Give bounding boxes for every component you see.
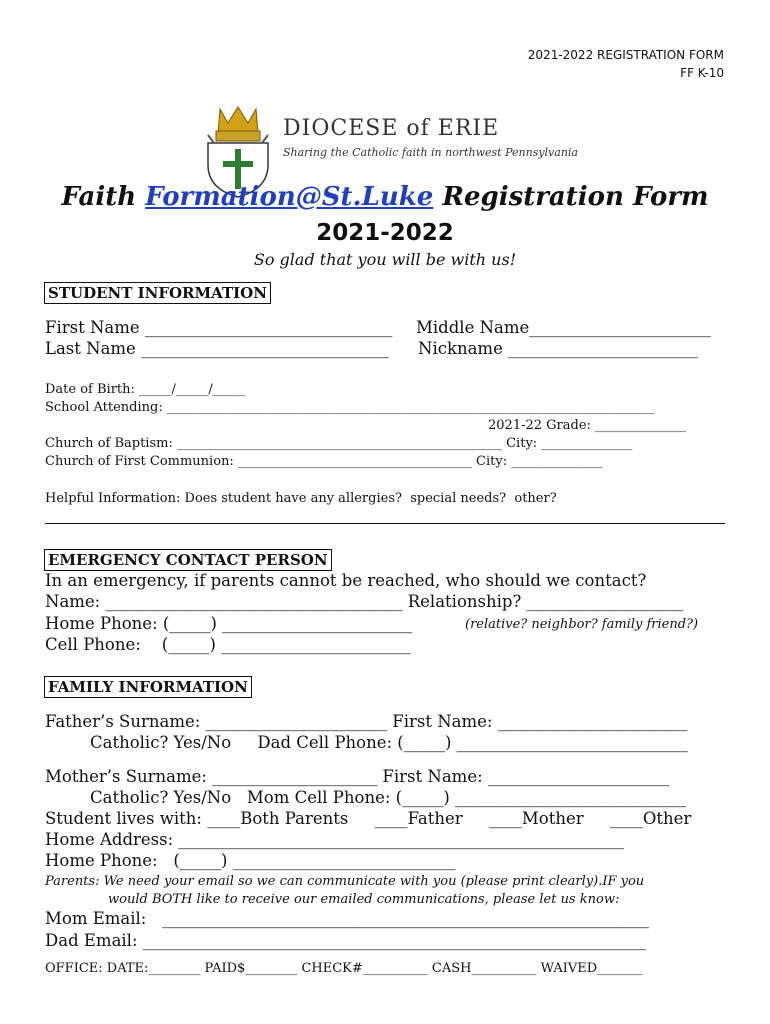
- emergency-home-phone-field[interactable]: Home Phone: (_____) _______________________: [45, 614, 412, 633]
- dad-email-field[interactable]: Dad Email: _____________________________________________________________: [45, 931, 647, 950]
- baptism-field[interactable]: Church of Baptism: __________________________________________________ City: ______________: [45, 436, 633, 451]
- grade-field[interactable]: 2021-22 Grade: ______________: [488, 418, 687, 433]
- dob-field[interactable]: Date of Birth: _____/_____/_____: [45, 382, 246, 397]
- father-surname-field[interactable]: Father’s Surname: ______________________ First Name: _______________________: [45, 712, 688, 731]
- emergency-name-field[interactable]: Name: ____________________________________ Relationship? ___________________: [45, 592, 684, 611]
- helpful-info-line[interactable]: [45, 523, 725, 524]
- middle-name-field[interactable]: Middle Name______________________: [416, 318, 711, 337]
- father-catholic-field[interactable]: Catholic? Yes/No Dad Cell Phone: (_____) ____________________________: [90, 733, 688, 752]
- helpful-info-field[interactable]: Helpful Information: Does student have any allergies? special needs? other?: [45, 491, 557, 506]
- form-title: 2021-2022 REGISTRATION FORM: [527, 48, 724, 62]
- title-prefix: Faith: [61, 182, 146, 212]
- emergency-question: In an emergency, if parents cannot be reached, who should we contact?: [45, 571, 647, 590]
- home-phone-field[interactable]: Home Phone: (_____) ___________________________: [45, 851, 456, 870]
- relationship-hint: (relative? neighbor? family friend?): [465, 617, 699, 632]
- subtitle: So glad that you will be with us!: [253, 250, 517, 269]
- student-info-heading: STUDENT INFORMATION: [44, 282, 271, 304]
- nickname-field[interactable]: Nickname _______________________: [418, 339, 698, 358]
- mother-surname-field[interactable]: Mother’s Surname: ____________________ First Name: ______________________: [45, 767, 670, 786]
- communion-field[interactable]: Church of First Communion: ____________________________________ City: ______________: [45, 454, 603, 469]
- title-link[interactable]: Formation@St.Luke: [145, 182, 434, 212]
- last-name-field[interactable]: Last Name ______________________________: [45, 339, 389, 358]
- lives-with-field[interactable]: Student lives with: ____Both Parents ____Father ____Mother ____Other: [45, 809, 692, 828]
- first-name-field[interactable]: First Name ______________________________: [45, 318, 393, 337]
- emergency-heading: EMERGENCY CONTACT PERSON: [44, 549, 332, 571]
- home-address-field[interactable]: Home Address: ______________________________________________________: [45, 830, 624, 849]
- emergency-cell-phone-field[interactable]: Cell Phone: (_____) _______________________: [45, 635, 411, 654]
- diocese-name: DIOCESE of ERIE: [283, 116, 500, 141]
- diocese-tagline: Sharing the Catholic faith in northwest Pennsylvania: [283, 146, 578, 159]
- school-field[interactable]: School Attending: ___________________________________________________________________________: [45, 400, 655, 415]
- email-note-1: Parents: We need your email so we can communicate with you (please print clearly).IF you: [45, 874, 645, 889]
- email-note-2: would BOTH like to receive our emailed communications, please let us know:: [108, 892, 620, 907]
- form-code: FF K-10: [680, 66, 724, 80]
- mom-email-field[interactable]: Mom Email: ___________________________________________________________: [45, 909, 649, 928]
- page-title: [0, 182, 770, 212]
- mother-catholic-field[interactable]: Catholic? Yes/No Mom Cell Phone: (_____) ____________________________: [90, 788, 687, 807]
- title-year: 2021-2022: [316, 220, 454, 246]
- family-heading: FAMILY INFORMATION: [44, 676, 252, 698]
- diocese-seal-icon: [188, 84, 268, 180]
- office-use-line: OFFICE: DATE:________ PAID$________ CHECK#__________ CASH__________ WAIVED_______: [45, 961, 643, 976]
- title-suffix: Registration Form: [433, 182, 709, 212]
